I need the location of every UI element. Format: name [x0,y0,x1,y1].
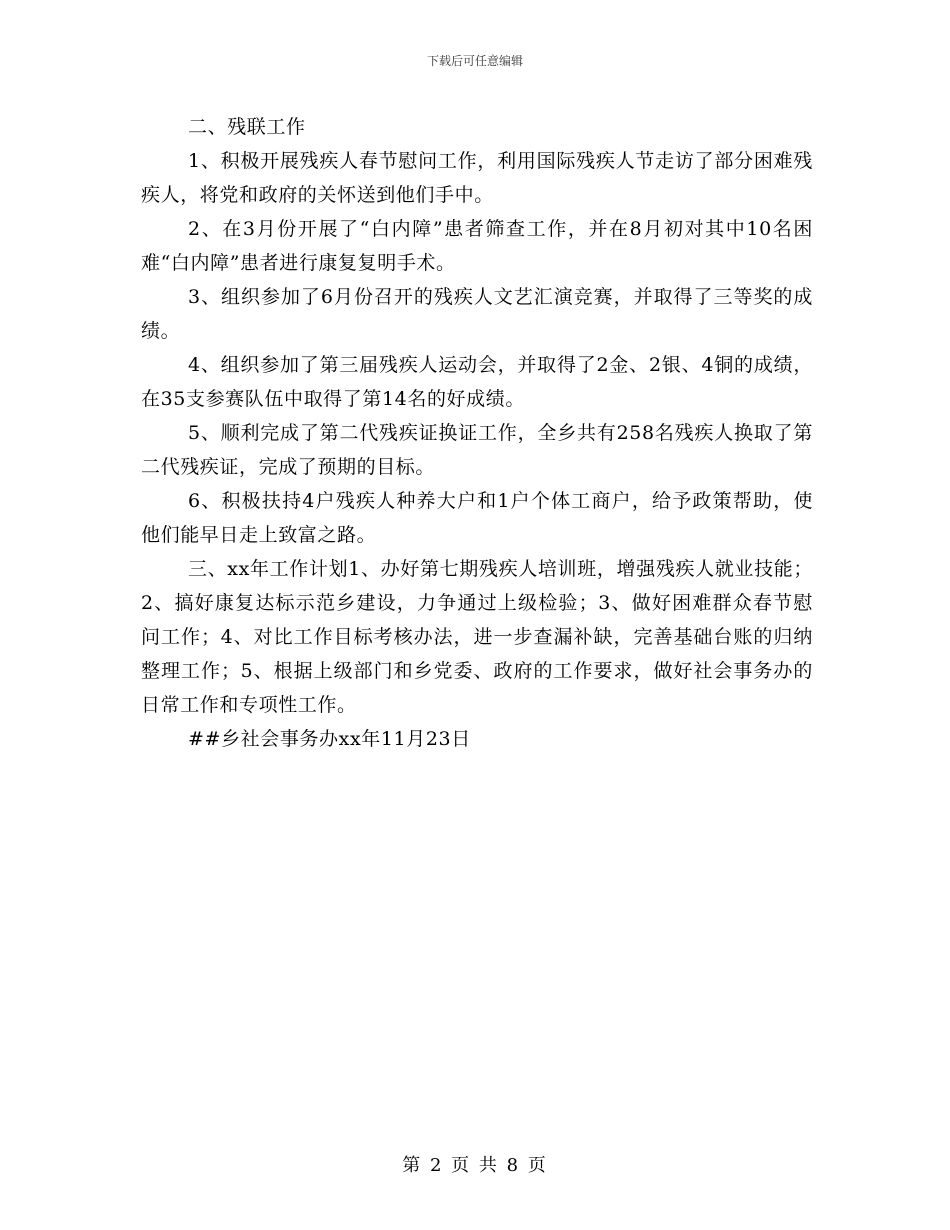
paragraph-item-5: 5、顺利完成了第二代残疾证换证工作，全乡共有258名残疾人换取了第二代残疾证，完成了预期的目标。 [141,422,813,478]
page-header: 下载后可任意编辑 [426,54,523,68]
paragraph-work-plan: 三、xx年工作计划1、办好第七期残疾人培训班，增强残疾人就业技能；2、搞好康复达标示范乡建设，力争通过上级检验；3、做好困难群众春节慰问工作；4、对比工作目标考核办法，进一步查漏补缺，完善基础台账的归纳整理工作；5、根据上级部门和乡党委、政府的工作要求，做好社会事务办的日常工作和专项性工作。 [141,558,813,716]
page-footer: 第 2 页 共 8 页 [402,1155,548,1176]
paragraph-item-2: 2、在3月份开展了“白内障”患者筛查工作，并在8月初对其中10名困难“白内障”患者进行康复复明手术。 [141,218,813,274]
paragraph-item-3: 3、组织参加了6月份召开的残疾人文艺汇演竞赛，并取得了三等奖的成绩。 [141,286,813,342]
paragraph-item-4: 4、组织参加了第三届残疾人运动会，并取得了2金、2银、4铜的成绩，在35支参赛队伍中取得了第14名的好成绩。 [141,354,813,410]
signature-line: ##乡社会事务办xx年11月23日 [188,728,471,750]
paragraph-item-1: 1、积极开展残疾人春节慰问工作，利用国际残疾人节走访了部分困难残疾人，将党和政府的关怀送到他们手中。 [141,150,813,206]
section-heading-disability-federation: 二、残联工作 [188,116,306,138]
paragraph-item-6: 6、积极扶持4户残疾人种养大户和1户个体工商户，给予政策帮助，使他们能早日走上致富之路。 [141,490,813,546]
document-body [141,110,813,756]
